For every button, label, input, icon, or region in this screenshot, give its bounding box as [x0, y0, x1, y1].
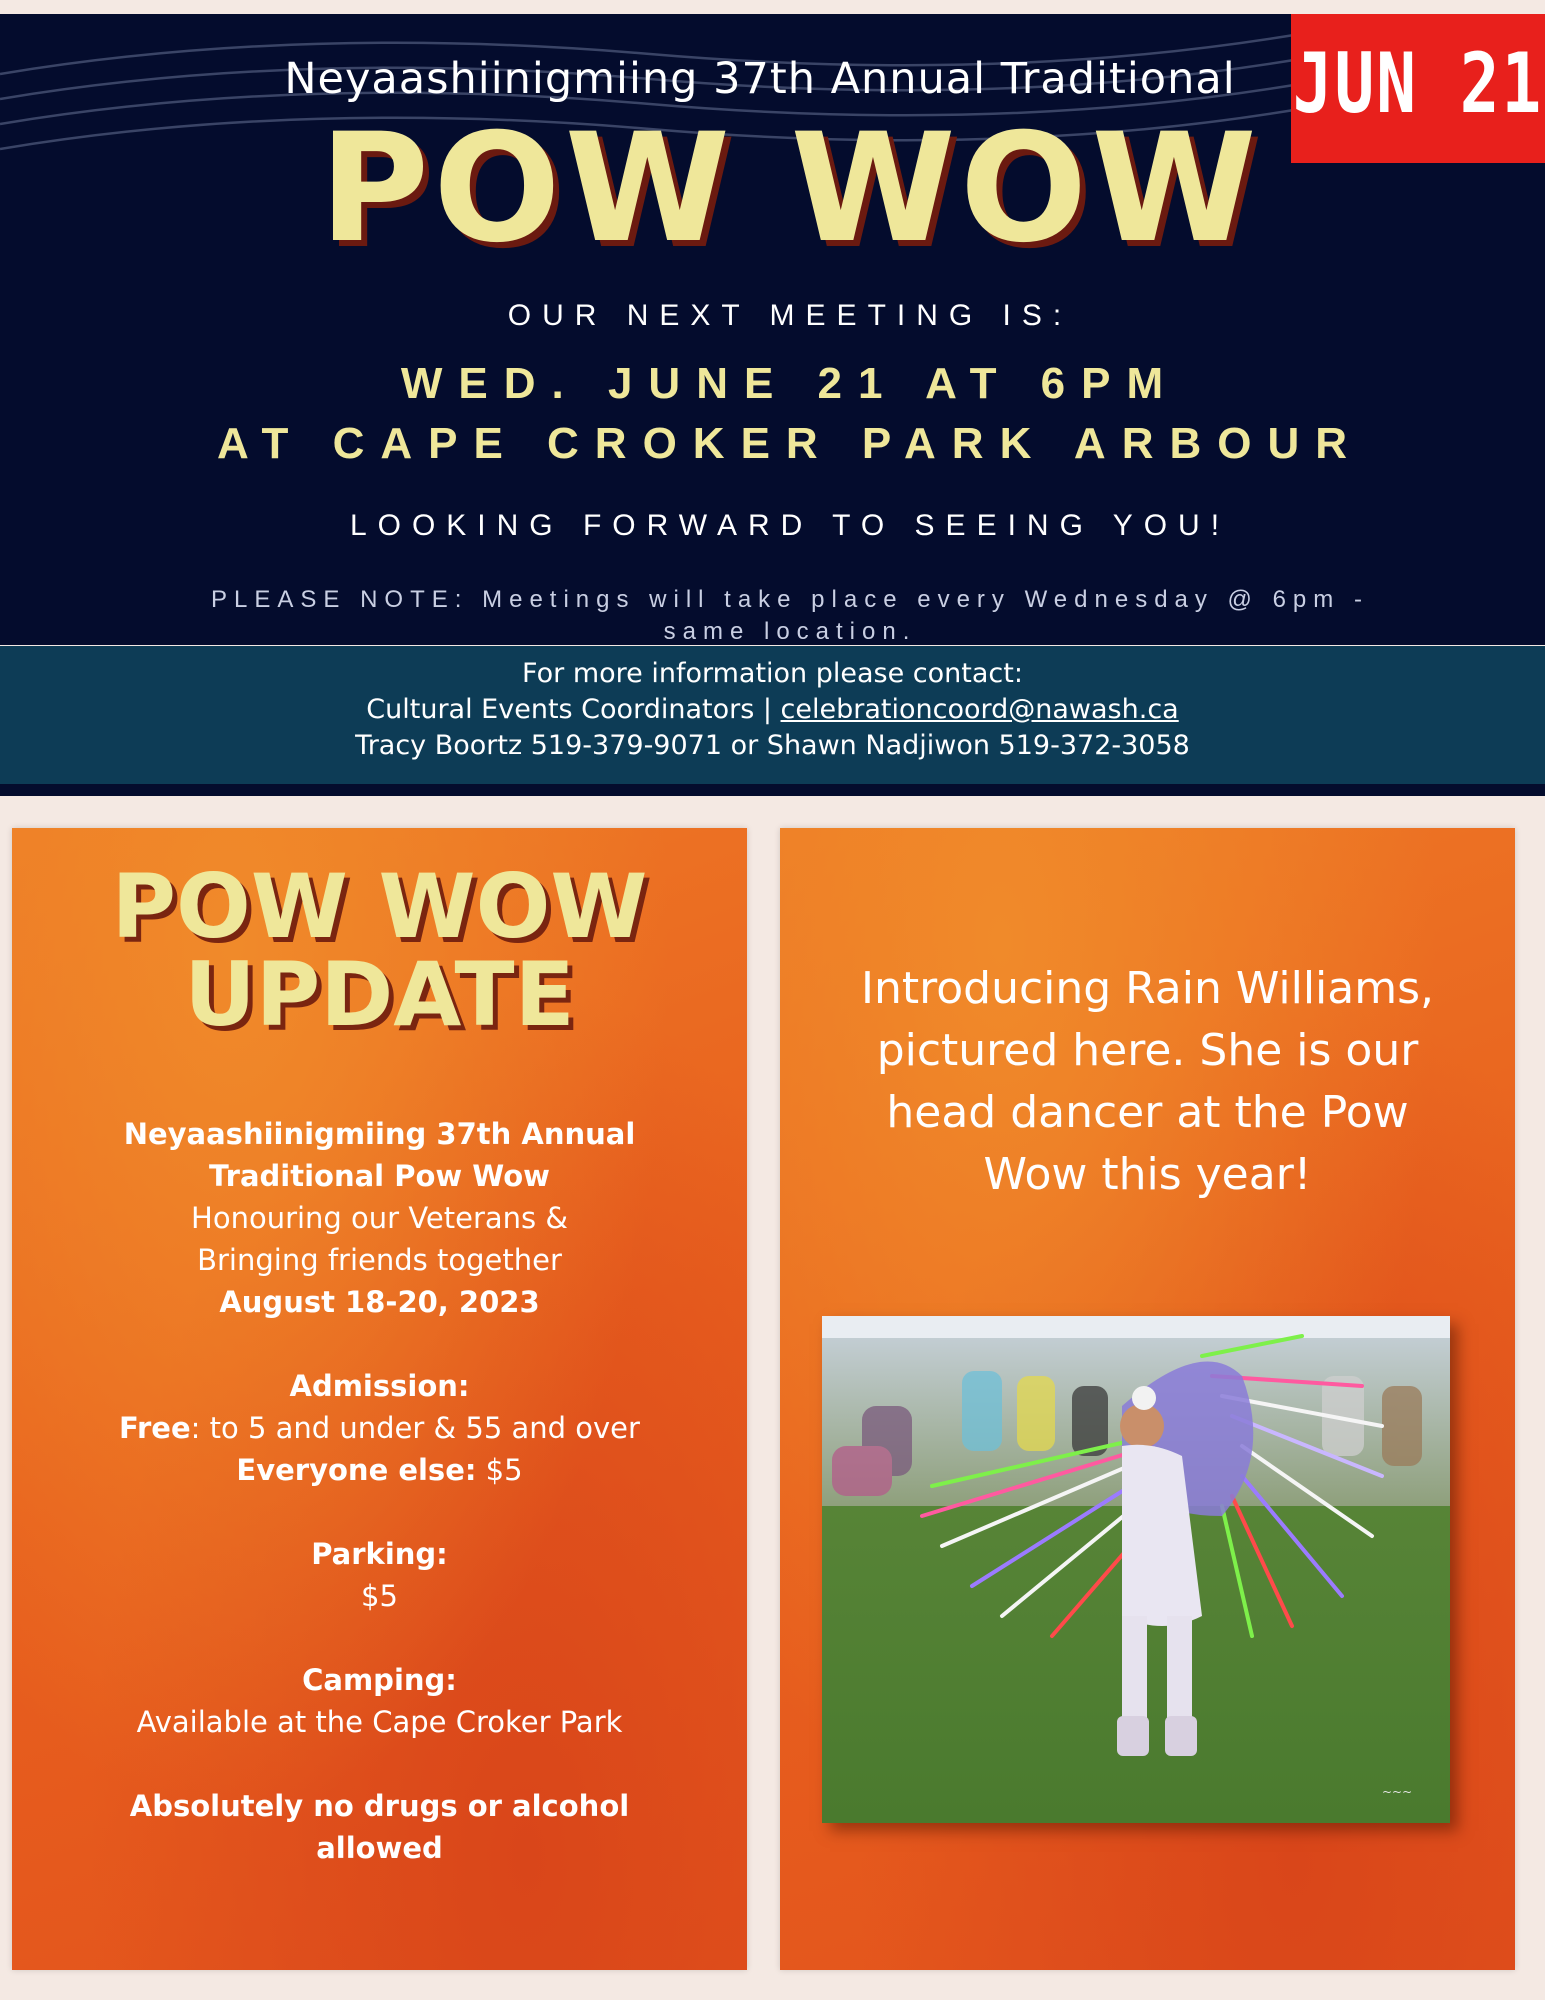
honouring-line2: Bringing friends together — [197, 1243, 562, 1277]
warning-line1: Absolutely no drugs or alcohol — [129, 1789, 630, 1823]
date-badge-text: JUN 21 — [1292, 34, 1544, 132]
parking-label: Parking: — [311, 1537, 448, 1571]
update-title-line2: UPDATE — [184, 943, 575, 1046]
free-label: Free — [119, 1411, 191, 1445]
dancer-photo — [822, 1316, 1450, 1823]
meeting-note: PLEASE NOTE: Meetings will take place every Wednesday @ 6pm - same location. — [211, 586, 1369, 645]
admission-free — [12, 1407, 747, 1449]
event-dates: August 18-20, 2023 — [219, 1285, 540, 1319]
contact-intro: For more information please contact: — [522, 658, 1023, 689]
free-text: : to 5 and under & 55 and over — [190, 1411, 640, 1445]
camping-label: Camping: — [302, 1663, 457, 1697]
event-name-line1: Neyaashiinigmiing 37th Annual — [123, 1117, 636, 1151]
event-name-line2: Traditional Pow Wow — [209, 1159, 550, 1193]
pow-wow-update-panel — [12, 828, 747, 1970]
contact-email-link[interactable]: celebrationcoord@nawash.ca — [780, 694, 1179, 725]
next-meeting-label: OUR NEXT MEETING IS: — [507, 299, 1073, 332]
contact-phones: Tracy Boortz 519-379-9071 or Shawn Nadjiwon 519-372-3058 — [355, 730, 1190, 761]
looking-forward-text: LOOKING FORWARD TO SEEING YOU! — [349, 509, 1231, 542]
coordinators-label: Cultural Events Coordinators | — [366, 694, 772, 725]
parking-price: $5 — [361, 1579, 398, 1613]
camping-text: Available at the Cape Croker Park — [136, 1705, 623, 1739]
dancer-photo-illustration — [822, 1316, 1450, 1823]
header-banner — [0, 14, 1545, 645]
event-subtitle: Neyaashiinigmiing 37th Annual Traditional — [284, 54, 1236, 104]
everyone-label: Everyone else: — [236, 1453, 477, 1487]
meeting-location: AT CAPE CROKER PARK ARBOUR — [216, 419, 1364, 468]
admission-everyone — [12, 1449, 747, 1491]
page-title: POW WOW — [319, 102, 1261, 276]
honouring-line1: Honouring our Veterans & — [191, 1201, 568, 1235]
everyone-price: $5 — [476, 1453, 523, 1487]
warning-line2: allowed — [316, 1831, 443, 1865]
update-title-line1: POW WOW — [111, 855, 648, 958]
meeting-date: WED. JUNE 21 AT 6PM — [400, 359, 1180, 408]
event-info — [12, 1113, 747, 1869]
head-dancer-intro: Introducing Rain Williams, pictured here. She is our head dancer at the Pow Wow this year! — [860, 963, 1435, 1200]
admission-label: Admission: — [289, 1369, 470, 1403]
divider — [0, 784, 1545, 796]
head-dancer-panel — [780, 828, 1515, 1970]
contact-coordinators — [0, 692, 1545, 728]
update-title — [12, 855, 747, 1046]
svg-text:~~~: ~~~ — [1382, 1785, 1413, 1799]
contact-section — [0, 646, 1545, 784]
